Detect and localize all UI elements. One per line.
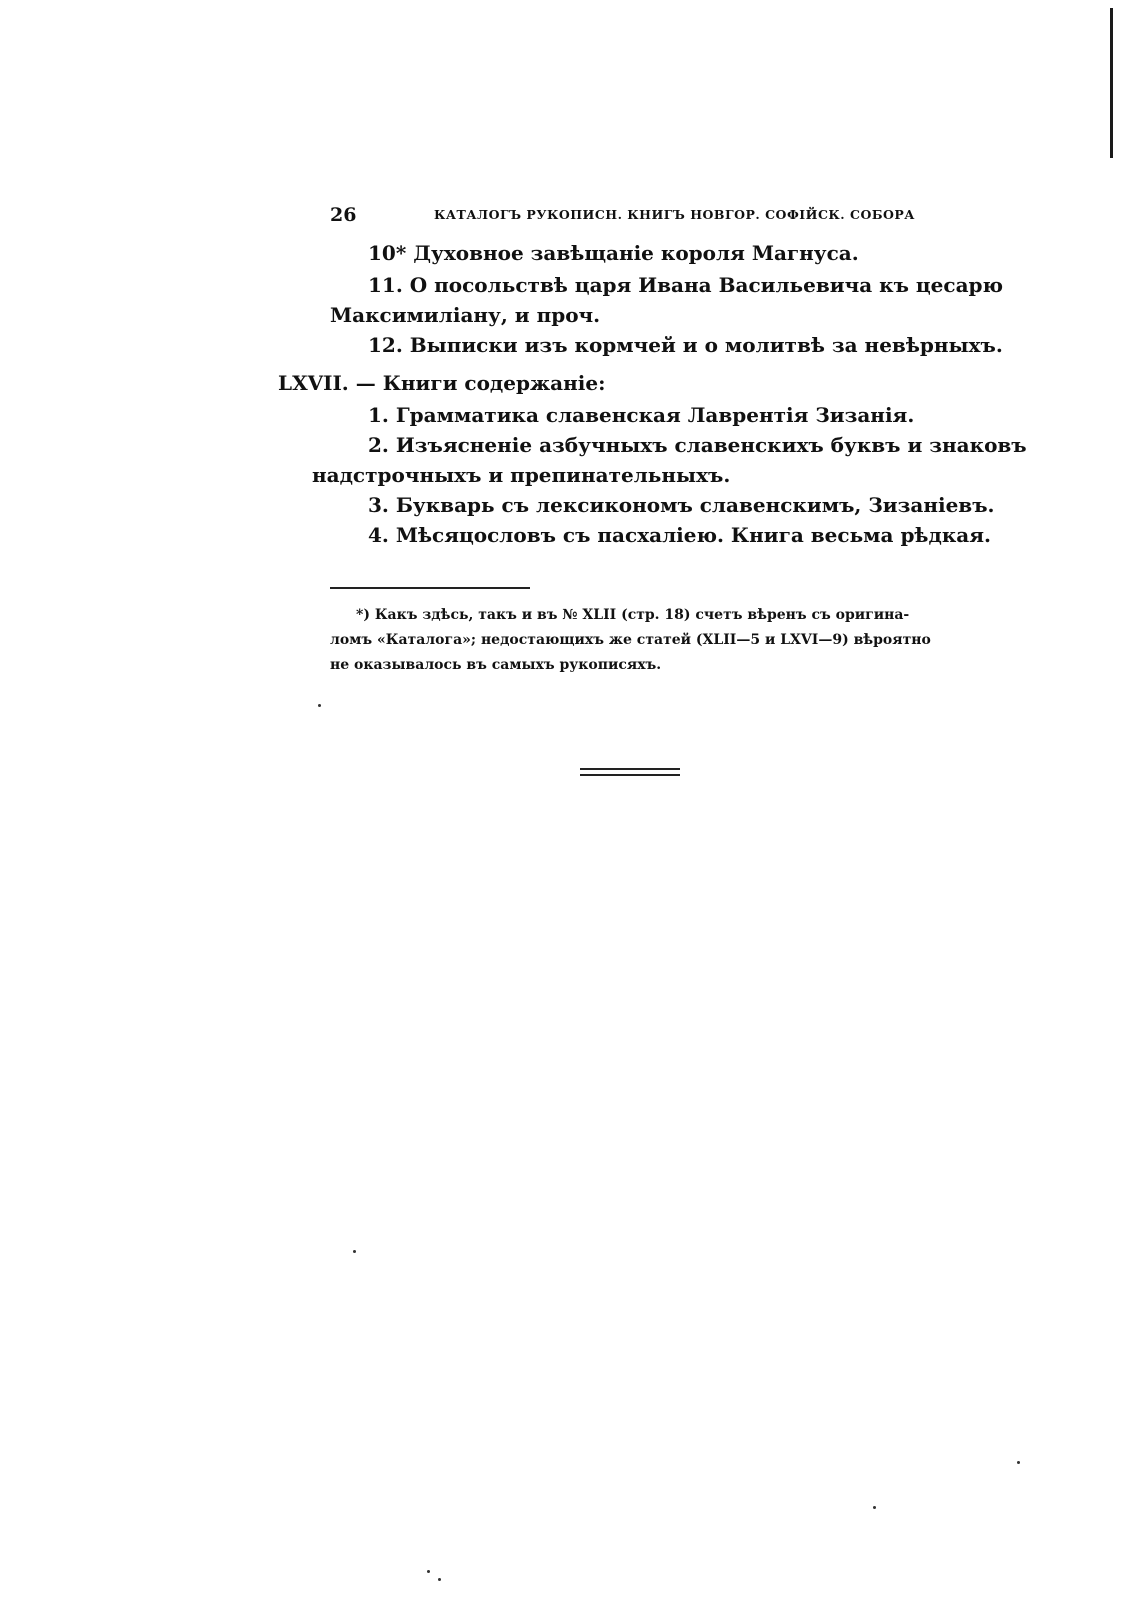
lxvii-item-4: 4. Мѣсяцословъ съ пасхаліею. Книга весьма рѣдкая. xyxy=(368,523,991,547)
footnote-line-3: не оказывалось въ самыхъ рукописяхъ. xyxy=(330,657,662,673)
entry-10: 10* Духовное завѣщаніе короля Магнуса. xyxy=(368,241,859,265)
entry-12: 12. Выписки изъ кормчей и о молитвѣ за невѣрныхъ. xyxy=(368,333,1003,357)
footnote-line-1: *) Какъ здѣсь, такъ и въ № XLII (стр. 18) счетъ вѣренъ съ оригина- xyxy=(356,607,910,623)
footnote-line-2: ломъ «Каталога»; недостающихъ же статей (XLII—5 и LXVI—9) вѣроятно xyxy=(330,632,931,648)
end-rule-bottom xyxy=(580,774,680,776)
entry-11: 11. О посольствѣ царя Ивана Васильевича къ цесарю xyxy=(368,273,1004,297)
lxvii-item-1: 1. Грамматика славенская Лаврентія Зизанія. xyxy=(368,403,915,427)
running-title: КАТАЛОГЪ РУКОПИСН. КНИГЪ НОВГОР. СОФІЙСК. СОБОРА xyxy=(434,207,915,222)
scan-speck xyxy=(873,1506,876,1509)
scan-speck xyxy=(438,1578,441,1581)
page-header xyxy=(330,204,915,228)
scan-edge-line xyxy=(1110,8,1113,158)
lxvii-item-2: 2. Изъясненіе азбучныхъ славенскихъ буквъ и знаковъ xyxy=(368,433,1027,457)
footnote-separator xyxy=(330,587,530,589)
lxvii-item-2-continued: надстрочныхъ и препинательныхъ. xyxy=(312,463,731,487)
page-number: 26 xyxy=(330,204,357,226)
lxvii-item-3: 3. Букварь съ лексикономъ славенскимъ, Зизаніевъ. xyxy=(368,493,995,517)
end-rule-top xyxy=(580,768,680,770)
scan-speck xyxy=(318,704,321,707)
scan-speck xyxy=(1017,1461,1020,1464)
section-lxvii-heading: LXVII. — Книги содержаніе: xyxy=(278,371,606,395)
scan-speck xyxy=(353,1250,356,1253)
entry-11-continued: Максимиліану, и проч. xyxy=(330,303,601,327)
scan-speck xyxy=(427,1570,430,1573)
